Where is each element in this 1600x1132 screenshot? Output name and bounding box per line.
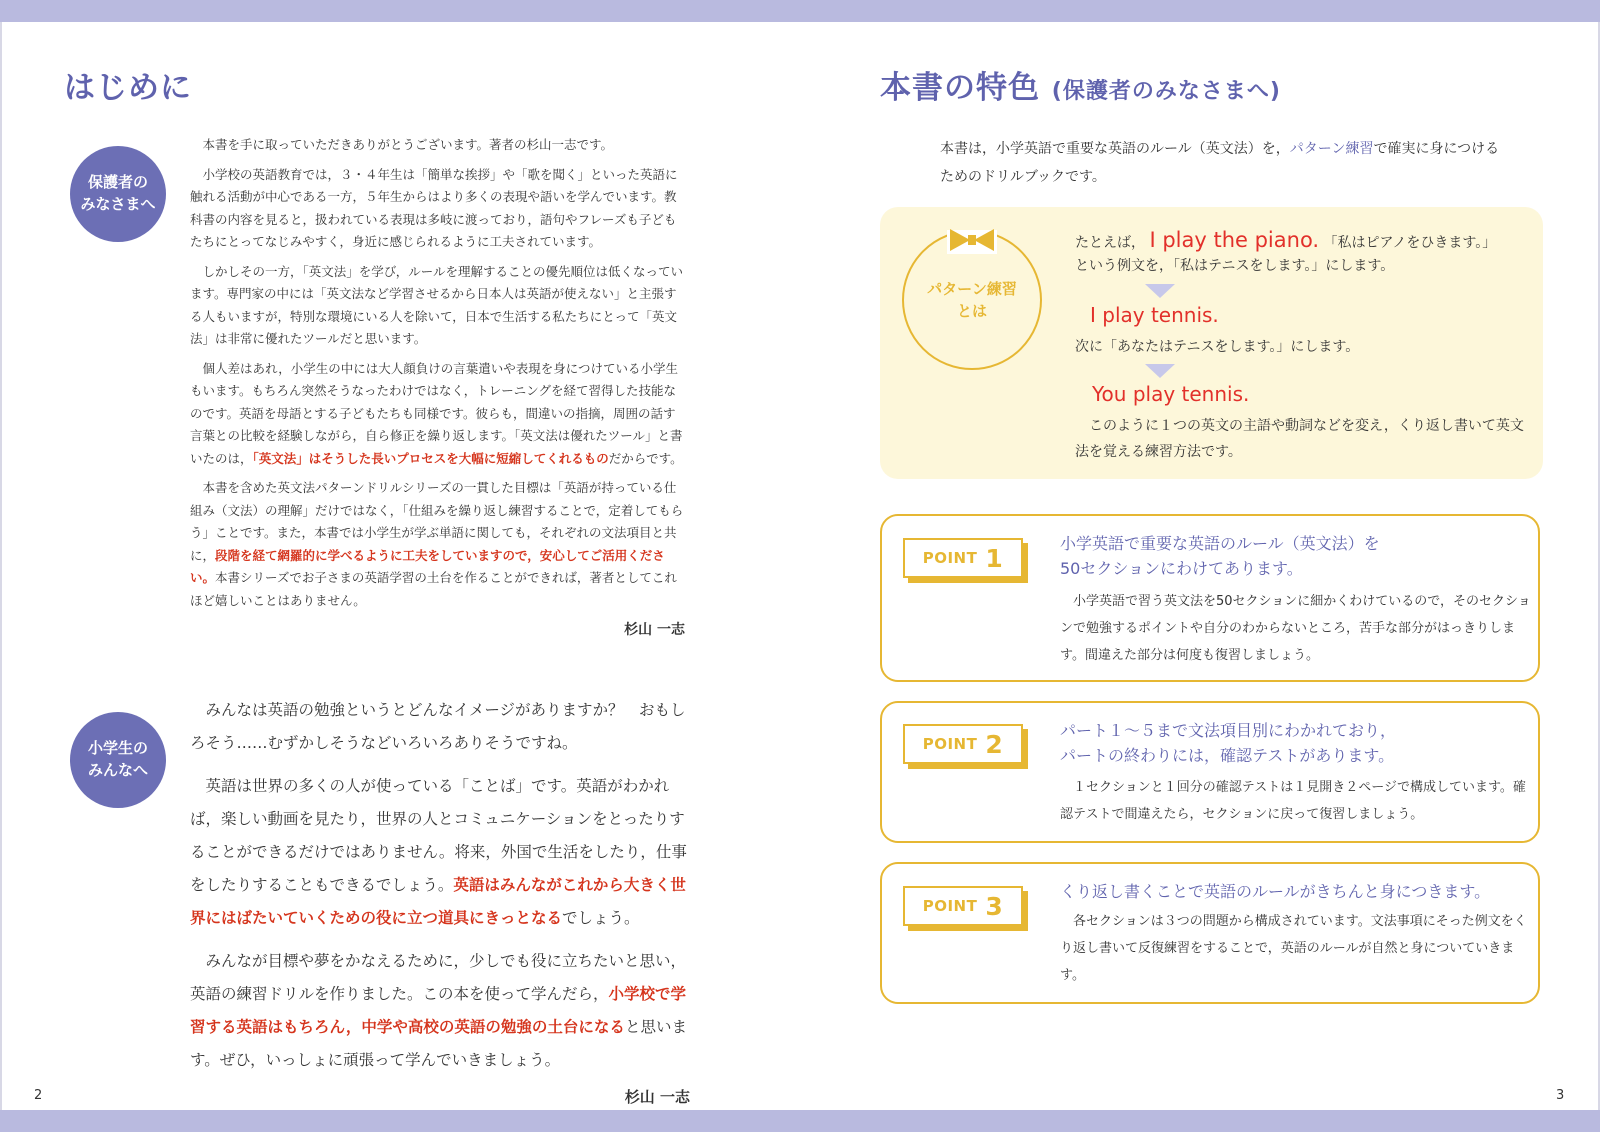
parents-paragraph-3: しかしその一方，「英文法」を学び，ルールを理解することの優先順位は低くなっています。専門家の中には「英文法など学習させるから日本人は英語が使えない」と主張する人もいますが，特別な環境にいる人を除いて，日本で生活する私たちにとって「英文法」は非常に優れたツールだと思います。 [190,263,684,346]
kids-p3-text-a: みんなが目標や夢をかなえるために，少しでも役に立ちたいと思い，英語の練習ドリルを作りました。この本を使って学んだら， [190,952,687,1003]
parents-p4-text-c: だからです。 [608,450,683,466]
pattern-example-line3: 次に「あなたはテニスをします。」にします。 [1075,339,1360,355]
kids-paragraph-3 [190,945,690,1077]
intro-highlight: パターン練習 [1289,141,1374,157]
parents-label-circle [70,146,166,242]
kids-paragraph-1: みんなは英語の勉強というとどんなイメージがありますか？ おもしろそう……むずかしそうなどいろいろありそうですね。 [190,701,686,752]
features-title-sub: (保護者のみなさまへ) [1051,79,1281,104]
point-1-body [1060,588,1535,669]
point-3-number: 3 [985,891,1004,921]
point-1-heading-line2: 50セクションにわけてあります。 [1060,559,1303,578]
kids-p2-text-c: でしょう。 [562,909,640,927]
point-3-body-text: 各セクションは３つの問題から構成されています。文法事項にそった例文をくり返し書いて反復練習をすることで，英語のルールが自然と身についていきます。 [1060,914,1527,983]
intro-text-b: で確実に身につけるためのドリルブックです。 [940,141,1500,185]
kids-label-line1: 小学生の [87,739,148,758]
kids-label-line2: みんなへ [87,761,148,779]
parents-signature: 杉山 一志 [624,622,685,638]
pattern-example-line1 [1075,228,1496,252]
point-2-badge [903,724,1023,764]
parents-p5-highlight: 段階を経て網羅的に学べるように工夫をしていますので，安心してご活用ください。 [190,547,665,585]
point-3-heading [1060,879,1530,904]
parents-label-line1: 保護者の [87,173,148,192]
pattern-line1-a: たとえば， [1075,235,1145,251]
pattern-eng-2: I play tennis. [1090,303,1219,327]
kids-p2-highlight: 英語はみんながこれから大きく世界にはばたいていくための役に立つ道具にきっとなる [190,876,686,927]
intro-text-a: 本書は，小学英語で重要な英語のルール（英文法）を， [940,141,1290,157]
parents-paragraph-1: 本書を手に取っていただきありがとうございます。著者の杉山一志です。 [202,137,614,152]
left-edge-line [0,22,2,1110]
kids-message [190,694,690,1114]
point-1-heading [1060,531,1530,581]
kids-p3-highlight: 小学校で学習する英語はもちろん，中学や高校の英語の勉強の土台になる [190,985,687,1036]
parents-paragraph-2: 小学校の英語教育では，３・４年生は「簡単な挨拶」や「歌を聞く」といった英語に触れる活動が中心である一方，５年生からはより多くの表現や語いを学んでいます。教科書の内容を見ると，扱われている表現は多岐に渡っており，語句やフレーズも子どもたちにとってなじみやすく，身近に感じられるように工夫されています。 [190,166,678,249]
parents-p5-text-c: 本書シリーズでお子さまの英語学習の土台を作ることができれば，著者としてこれほど嬉しいことはありません。 [190,570,677,608]
features-intro [940,135,1500,191]
pattern-line1-b: 「私はピアノをひきます。」 [1323,235,1497,251]
point-2-number: 2 [985,729,1004,759]
page-number-right: 3 [1556,1088,1565,1103]
kids-paragraph-2 [190,770,690,935]
point-2-label: POINT [922,735,978,753]
point-3-badge [903,886,1023,926]
pattern-example-line2: という例文を，「私はテニスをします。」にします。 [1075,258,1395,274]
parents-message [190,134,685,642]
kids-p2-text-a: 英語は世界の多くの人が使っている「ことば」です。英語がわかれば，楽しい動画を見たり，世界の人とコミュニケーションをとったりすることができるだけではありません。将来，外国で生活をしたり，仕事をしたりすることもできるでしょう。 [190,777,687,894]
parents-paragraph-4 [190,358,685,471]
ribbon-bow-icon [948,227,996,253]
parents-p5-text-a: 本書を含めた英文法パターンドリルシリーズの一貫した目標は「英語が持っている仕組み（文法）の理解」だけではなく，「仕組みを繰り返し練習することで，定着してもらう」ことです。また，本書では小学生が学ぶ単語に関しても，それぞれの文法項目と共に， [190,480,684,563]
parents-label-line2: みなさまへ [80,195,156,213]
point-2-heading [1060,718,1530,768]
point-1-number: 1 [985,543,1004,573]
pattern-eng-3: You play tennis. [1092,382,1250,406]
point-1-badge [903,538,1023,578]
kids-label-circle [70,712,166,808]
point-3-heading-line1: くり返し書くことで英語のルールがきちんと身につきます。 [1060,882,1491,901]
page-title-features [880,62,1281,107]
pattern-eng-1: I play the piano. [1149,228,1320,252]
point-2-heading-line2: パートの終わりには，確認テストがあります。 [1060,746,1395,765]
kids-p3-text-c: と思います。ぜひ，いっしょに頑張って学んでいきましょう。 [190,1018,687,1069]
point-1-body-text: 小学英語で習う英文法を50セクションに細かくわけているので，そのセクションで勉強するポイントや自分のわからないところ，苦手な部分がはっきりします。間違えた部分は何度も復習しましょう。 [1060,594,1531,663]
point-3-body [1060,908,1535,989]
point-3-label: POINT [922,897,978,915]
parents-p4-highlight: 「英文法」はそうした長いプロセスを大幅に短縮してくれるもの [252,450,609,466]
pattern-label-line1: パターン練習 [927,279,1017,298]
parents-p4-text-a: 個人差はあれ，小学生の中には大人顔負けの言葉遣いや表現を身につけている小学生もいます。もちろん突然そうなったわけではなく，トレーニングを経て習得した技能なのです。英語を母語とする子どもたちも同様です。彼らも，間違いの指摘，周囲の話す言葉との比較を経験しながら，自ら修正を繰り返します。「英文法は優れたツール」と書いたのは， [190,360,683,466]
features-title-main: 本書の特色 [880,70,1040,106]
top-decorative-band [0,0,1600,22]
page-title-hajimeni: はじめに [64,70,192,106]
kids-signature: 杉山 一志 [624,1088,690,1106]
arrow-down-icon [1145,364,1175,378]
parents-paragraph-5 [190,477,685,612]
arrow-down-icon [1145,284,1175,298]
page-number-left: 2 [34,1088,43,1103]
point-2-body-text: １セクションと１回分の確認テストは１見開き２ページで構成しています。確認テストで間違えたら，セクションに戻って復習しましょう。 [1060,780,1526,822]
point-2-heading-line1: パート１～５まで文法項目別にわかれており， [1060,721,1397,740]
point-2-body [1060,774,1535,828]
point-1-label: POINT [922,549,978,567]
pattern-example-line4: このように１つの英文の主語や動詞などを変え，くり返し書いて英文法を覚える練習方法です。 [1075,418,1524,460]
point-1-heading-line1: 小学英語で重要な英語のルール（英文法）を [1060,534,1380,553]
pattern-label-line2: とは [956,302,987,320]
